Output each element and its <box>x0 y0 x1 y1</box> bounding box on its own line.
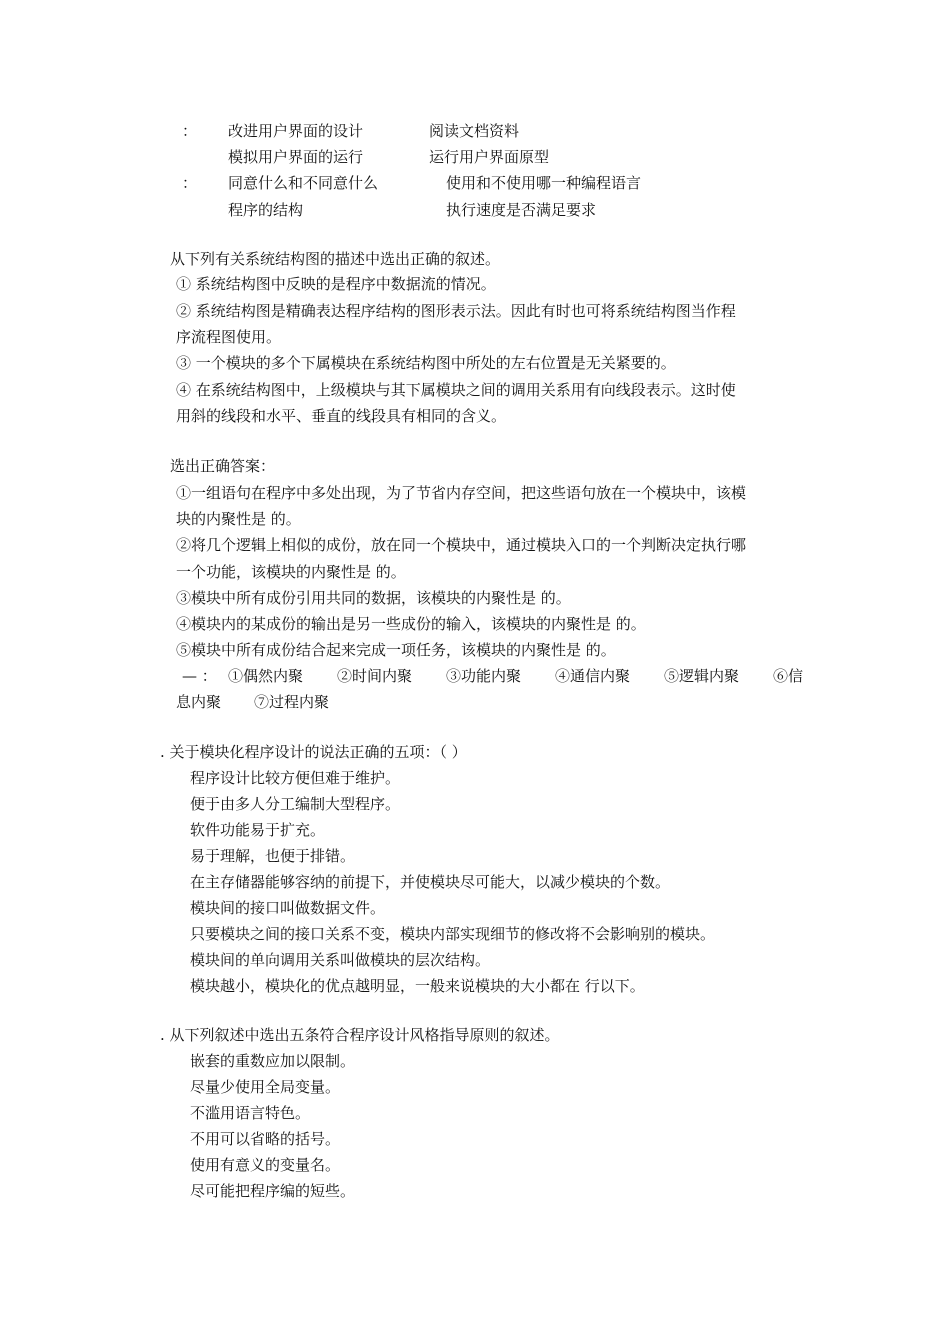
cohesion-item-2-cont: 一个功能，该模块的内聚性是 的。 <box>176 563 406 581</box>
cohesion-item-5: ⑤模块中所有成份结合起来完成一项任务，该模块的内聚性是 的。 <box>176 641 616 659</box>
option-3a: 同意什么和不同意什么 <box>228 174 379 192</box>
question-stem-modular: . 关于模块化程序设计的说法正确的五项：（ ） <box>160 743 467 761</box>
modular-item-5: 在主存储器能够容纳的前提下，并使模块尽可能大，以减少模块的个数。 <box>190 873 671 891</box>
cohesion-item-1: ①一组语句在程序中多处出现，为了节省内存空间，把这些语句放在一个模块中，该模 <box>176 484 747 502</box>
modular-item-6: 模块间的接口叫做数据文件。 <box>190 899 386 917</box>
choice-3: ③功能内聚 <box>446 667 522 685</box>
modular-item-4: 易于理解，也便于排错。 <box>190 847 356 865</box>
choices-label: — ： <box>182 667 217 685</box>
option-colon-2: ： <box>182 174 198 192</box>
choice-1: ①偶然内聚 <box>228 667 304 685</box>
cohesion-item-4: ④模块内的某成份的输出是另一些成份的输入，该模块的内聚性是 的。 <box>176 615 646 633</box>
statement-4: ④ 在系统结构图中，上级模块与其下属模块之间的调用关系用有向线段表示。这时使 <box>176 381 736 399</box>
option-1a: 改进用户界面的设计 <box>228 122 364 140</box>
option-1b: 阅读文档资料 <box>429 122 520 140</box>
option-4b: 执行速度是否满足要求 <box>446 201 597 219</box>
question-stem-cohesion: 选出正确答案： <box>170 457 276 475</box>
modular-item-9: 模块越小，模块化的优点越明显，一般来说模块的大小都在 行以下。 <box>190 977 645 995</box>
question-stem-structure: 从下列有关系统结构图的描述中选出正确的叙述。 <box>170 250 501 268</box>
cohesion-item-1-cont: 块的内聚性是 的。 <box>176 510 301 528</box>
cohesion-item-2: ②将几个逻辑上相似的成份，放在同一个模块中，通过模块入口的一个判断决定执行哪 <box>176 536 747 554</box>
modular-item-3: 软件功能易于扩充。 <box>190 821 326 839</box>
statement-1: ① 系统结构图中反映的是程序中数据流的情况。 <box>176 275 496 293</box>
statement-2: ② 系统结构图是精确表达程序结构的图形表示法。因此有时也可将系统结构图当作程 <box>176 302 736 320</box>
statement-3: ③ 一个模块的多个下属模块在系统结构图中所处的左右位置是无关紧要的。 <box>176 354 676 372</box>
option-3b: 使用和不使用哪一种编程语言 <box>446 174 642 192</box>
cohesion-item-3: ③模块中所有成份引用共同的数据，该模块的内聚性是 的。 <box>176 589 571 607</box>
choice-4: ④通信内聚 <box>555 667 631 685</box>
style-item-2: 尽量少使用全局变量。 <box>190 1078 341 1096</box>
style-item-4: 不用可以省略的括号。 <box>190 1130 341 1148</box>
choice-6: ⑥信 <box>773 667 804 685</box>
option-colon-1: ： <box>182 122 198 140</box>
option-2a: 模拟用户界面的运行 <box>228 148 364 166</box>
question-stem-style: . 从下列叙述中选出五条符合程序设计风格指导原则的叙述。 <box>160 1026 560 1044</box>
choice-7: ⑦过程内聚 <box>254 693 330 711</box>
choice-5: ⑤逻辑内聚 <box>664 667 740 685</box>
modular-item-1: 程序设计比较方便但难于维护。 <box>190 769 401 787</box>
option-2b: 运行用户界面原型 <box>429 148 550 166</box>
statement-2-cont: 序流程图使用。 <box>176 328 282 346</box>
choice-6-cont: 息内聚 <box>176 693 222 711</box>
style-item-5: 使用有意义的变量名。 <box>190 1156 341 1174</box>
style-item-3: 不滥用语言特色。 <box>190 1104 311 1122</box>
statement-4-cont: 用斜的线段和水平、垂直的线段具有相同的含义。 <box>176 407 507 425</box>
modular-item-7: 只要模块之间的接口关系不变，模块内部实现细节的修改将不会影响别的模块。 <box>190 925 716 943</box>
style-item-6: 尽可能把程序编的短些。 <box>190 1182 356 1200</box>
style-item-1: 嵌套的重数应加以限制。 <box>190 1052 356 1070</box>
choice-2: ②时间内聚 <box>337 667 413 685</box>
modular-item-8: 模块间的单向调用关系叫做模块的层次结构。 <box>190 951 491 969</box>
option-4a: 程序的结构 <box>228 201 304 219</box>
modular-item-2: 便于由多人分工编制大型程序。 <box>190 795 401 813</box>
